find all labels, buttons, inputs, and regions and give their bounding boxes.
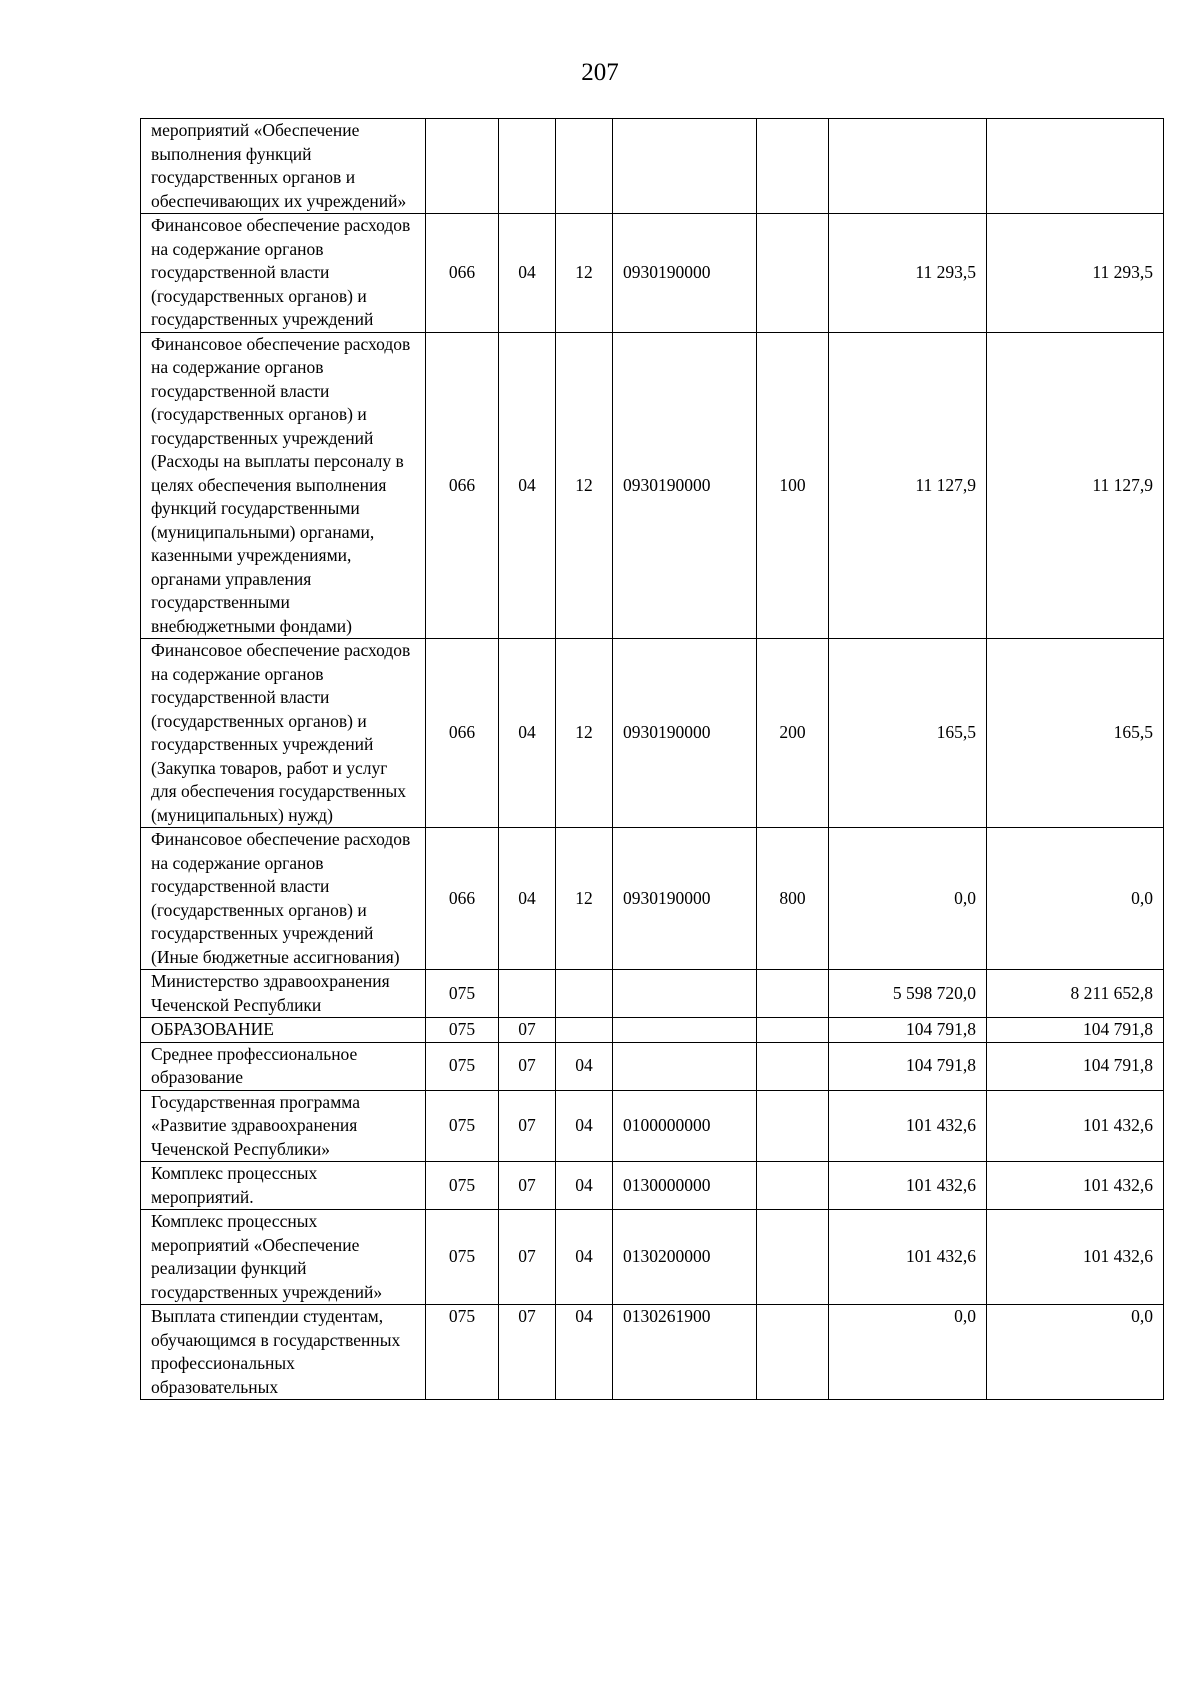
- row-sum-2: 101 432,6: [987, 1162, 1164, 1210]
- row-sum-1: [829, 119, 987, 214]
- row-pr: 12: [556, 828, 613, 970]
- row-grbs: 075: [426, 1042, 499, 1090]
- row-csr: 0130261900: [613, 1305, 757, 1400]
- row-vr: [757, 1018, 829, 1043]
- row-sum-1: 0,0: [829, 828, 987, 970]
- row-sum-2: 104 791,8: [987, 1042, 1164, 1090]
- row-pr: [556, 119, 613, 214]
- row-grbs: [426, 119, 499, 214]
- row-sum-2: 11 293,5: [987, 214, 1164, 333]
- row-rz: 04: [499, 214, 556, 333]
- row-rz: 07: [499, 1210, 556, 1305]
- page-number: 207: [581, 59, 619, 86]
- row-grbs: 075: [426, 1090, 499, 1162]
- row-grbs: 066: [426, 639, 499, 828]
- row-vr: [757, 1090, 829, 1162]
- row-name: Финансовое обеспечение расходов на содержание органов государственной власти (государственных органов) и государственных учреждений (Расходы на выплаты персоналу в целях обеспечения выполнения функций государственными (муниципальными) органами, казенными учреждениями, органами управления государственными внебюджетными фондами): [141, 332, 426, 639]
- table-row: [141, 332, 1164, 639]
- row-pr: 12: [556, 332, 613, 639]
- budget-table: [140, 118, 1164, 1400]
- row-grbs: 075: [426, 1162, 499, 1210]
- row-rz: 07: [499, 1090, 556, 1162]
- row-vr: [757, 1162, 829, 1210]
- row-name: Комплекс процессных мероприятий «Обеспечение реализации функций государственных учреждений»: [141, 1210, 426, 1305]
- row-csr: 0930190000: [613, 214, 757, 333]
- row-grbs: 075: [426, 1018, 499, 1043]
- table-row: [141, 970, 1164, 1018]
- row-pr: 12: [556, 214, 613, 333]
- row-csr: 0130200000: [613, 1210, 757, 1305]
- table-row: [141, 1162, 1164, 1210]
- row-sum-1: 165,5: [829, 639, 987, 828]
- row-name: мероприятий «Обеспечение выполнения функций государственных органов и обеспечивающих их учреждений»: [141, 119, 426, 214]
- row-name: Министерство здравоохранения Чеченской Республики: [141, 970, 426, 1018]
- row-sum-1: 104 791,8: [829, 1042, 987, 1090]
- table-row: [141, 119, 1164, 214]
- row-vr: [757, 1042, 829, 1090]
- row-csr: [613, 1042, 757, 1090]
- row-sum-2: 0,0: [987, 828, 1164, 970]
- row-sum-2: 101 432,6: [987, 1210, 1164, 1305]
- row-sum-2: 8 211 652,8: [987, 970, 1164, 1018]
- row-csr: 0930190000: [613, 639, 757, 828]
- row-csr: [613, 119, 757, 214]
- row-name: Финансовое обеспечение расходов на содержание органов государственной власти (государственных органов) и государственных учреждений: [141, 214, 426, 333]
- row-vr: 200: [757, 639, 829, 828]
- table-row: [141, 1210, 1164, 1305]
- table-row: [141, 1090, 1164, 1162]
- row-vr: [757, 1210, 829, 1305]
- row-name: Государственная программа «Развитие здравоохранения Чеченской Республики»: [141, 1090, 426, 1162]
- row-sum-1: 101 432,6: [829, 1210, 987, 1305]
- row-name: Среднее профессиональное образование: [141, 1042, 426, 1090]
- row-sum-1: 0,0: [829, 1305, 987, 1400]
- row-grbs: 075: [426, 1210, 499, 1305]
- row-pr: 12: [556, 639, 613, 828]
- row-sum-1: 5 598 720,0: [829, 970, 987, 1018]
- row-sum-1: 101 432,6: [829, 1090, 987, 1162]
- table-row: [141, 828, 1164, 970]
- row-rz: 07: [499, 1018, 556, 1043]
- row-sum-1: 11 127,9: [829, 332, 987, 639]
- row-sum-1: 101 432,6: [829, 1162, 987, 1210]
- row-rz: 04: [499, 332, 556, 639]
- row-pr: 04: [556, 1210, 613, 1305]
- row-csr: 0130000000: [613, 1162, 757, 1210]
- row-pr: 04: [556, 1162, 613, 1210]
- row-name: Комплекс процессных мероприятий.: [141, 1162, 426, 1210]
- row-pr: 04: [556, 1305, 613, 1400]
- row-vr: [757, 970, 829, 1018]
- row-rz: [499, 970, 556, 1018]
- row-vr: [757, 1305, 829, 1400]
- table-row: [141, 639, 1164, 828]
- row-csr: [613, 1018, 757, 1043]
- row-sum-2: [987, 119, 1164, 214]
- row-rz: 07: [499, 1305, 556, 1400]
- table-row: [141, 1042, 1164, 1090]
- row-csr: 0930190000: [613, 332, 757, 639]
- row-vr: [757, 119, 829, 214]
- row-vr: 100: [757, 332, 829, 639]
- row-vr: [757, 214, 829, 333]
- row-sum-2: 104 791,8: [987, 1018, 1164, 1043]
- row-rz: 04: [499, 639, 556, 828]
- row-pr: 04: [556, 1090, 613, 1162]
- row-csr: [613, 970, 757, 1018]
- row-grbs: 066: [426, 214, 499, 333]
- row-name: ОБРАЗОВАНИЕ: [141, 1018, 426, 1043]
- row-name: Финансовое обеспечение расходов на содержание органов государственной власти (государственных органов) и государственных учреждений (Закупка товаров, работ и услуг для обеспечения государственных (муниципальных) нужд): [141, 639, 426, 828]
- row-rz: 04: [499, 828, 556, 970]
- row-grbs: 066: [426, 828, 499, 970]
- row-rz: [499, 119, 556, 214]
- row-sum-1: 11 293,5: [829, 214, 987, 333]
- row-pr: [556, 1018, 613, 1043]
- row-pr: [556, 970, 613, 1018]
- row-sum-2: 165,5: [987, 639, 1164, 828]
- table-row: [141, 214, 1164, 333]
- table-row: [141, 1018, 1164, 1043]
- row-pr: 04: [556, 1042, 613, 1090]
- row-vr: 800: [757, 828, 829, 970]
- row-rz: 07: [499, 1042, 556, 1090]
- row-sum-2: 0,0: [987, 1305, 1164, 1400]
- row-sum-2: 101 432,6: [987, 1090, 1164, 1162]
- row-grbs: 066: [426, 332, 499, 639]
- table-row: [141, 1305, 1164, 1400]
- row-csr: 0930190000: [613, 828, 757, 970]
- row-rz: 07: [499, 1162, 556, 1210]
- row-grbs: 075: [426, 1305, 499, 1400]
- row-csr: 0100000000: [613, 1090, 757, 1162]
- row-grbs: 075: [426, 970, 499, 1018]
- row-sum-2: 11 127,9: [987, 332, 1164, 639]
- row-name: Финансовое обеспечение расходов на содержание органов государственной власти (государственных органов) и государственных учреждений (Иные бюджетные ассигнования): [141, 828, 426, 970]
- row-name: Выплата стипендии студентам, обучающимся в государственных профессиональных образовательных: [141, 1305, 426, 1400]
- row-sum-1: 104 791,8: [829, 1018, 987, 1043]
